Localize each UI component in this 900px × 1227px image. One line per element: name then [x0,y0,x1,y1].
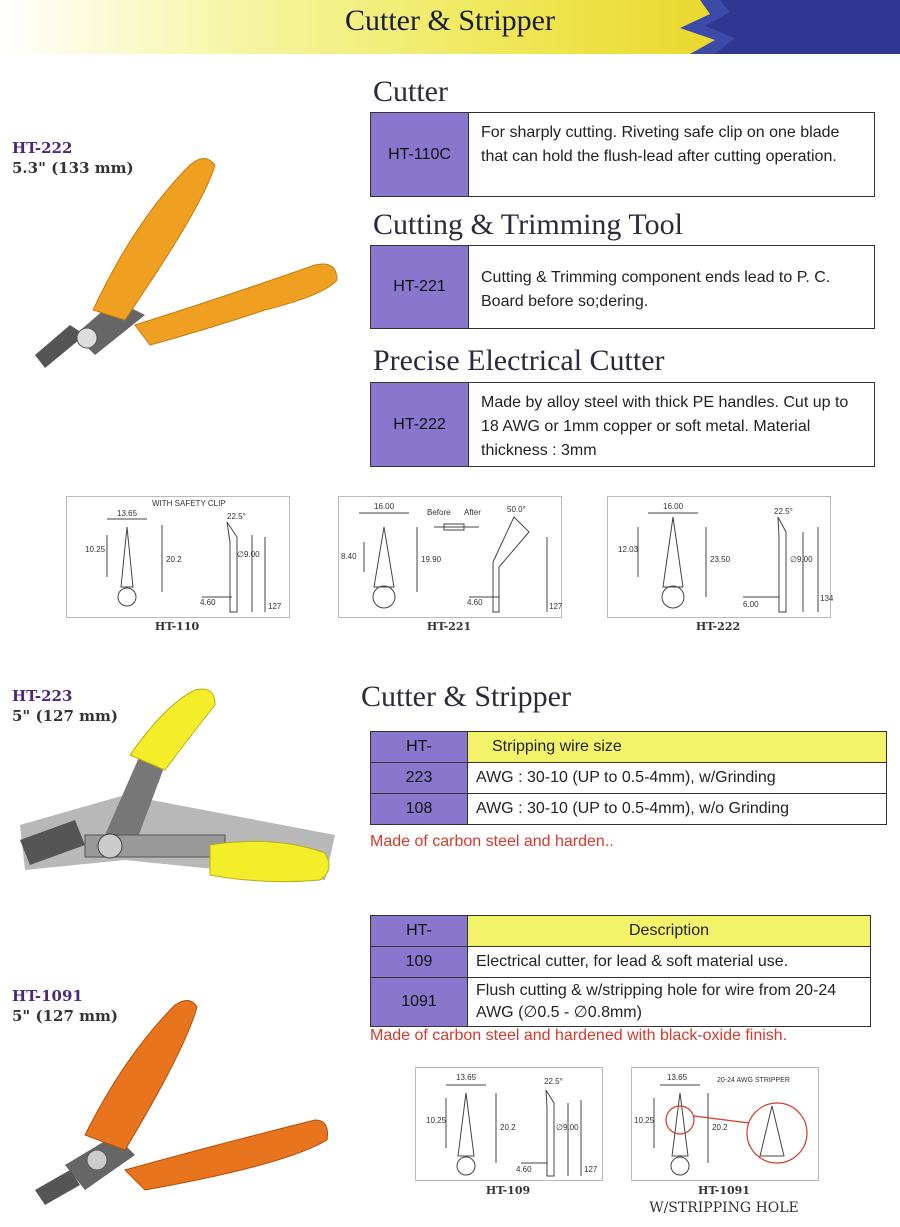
dim-label: 22.5° [227,512,246,521]
drawing-ht1091 [631,1067,819,1181]
table-cell: 1091 [371,978,468,1027]
before-label: Before [427,508,451,517]
table-cell: 109 [371,947,468,978]
table-header-cell: Stripping wire size [468,732,887,763]
product-description: Cutting & Trimming component ends lead to P. C. Board before so;dering. [481,269,831,310]
section-heading-cutter: Cutter [373,75,448,108]
drawing-caption: HT-109 [485,1184,531,1197]
dim-label: 134 [820,594,834,603]
dim-label: 20.2 [712,1123,728,1132]
table-header-cell: Description [468,916,871,947]
dim-label: 10.25 [634,1116,655,1125]
page-title: Cutter & Stripper [345,4,555,37]
dim-label: 13.65 [117,509,138,518]
stripper-label: 20-24 AWG STRIPPER [717,1077,790,1084]
table-cell: AWG : 30-10 (UP to 0.5-4mm), w/Grinding [468,763,887,794]
product-size: 5" (127 mm) [12,707,118,725]
cutter-image-ht1091 [25,995,335,1220]
table-row [371,763,887,794]
dim-label: 13.65 [456,1073,477,1082]
product-model: HT-1091 [12,987,83,1005]
product-code: HT-110C [371,113,469,196]
material-note: Made of carbon steel and hardened with black-oxide finish. [370,1027,788,1044]
product-row-ht222 [370,382,875,467]
product-description: Made by alloy steel with thick PE handles. Cut up to 18 AWG or 1mm copper or soft metal. Material thickness : 3mm [481,394,849,459]
dim-label: 10.25 [426,1116,447,1125]
drawing-caption: HT-110 [154,620,200,633]
description-table [370,915,871,1027]
after-label: After [464,508,481,517]
product-row-ht221 [370,245,875,329]
drawing-caption: HT-222 [695,620,741,633]
table-header-row [371,916,871,947]
section-heading-precise: Precise Electrical Cutter [373,344,665,377]
drawing-ht222 [607,496,834,618]
drawing-caption: HT-1091 [698,1184,750,1197]
cutter-image-ht222 [15,140,345,380]
dim-label: 127 [584,1165,598,1174]
drawing-caption: HT-221 [426,620,472,633]
dim-label: 4.60 [467,598,483,607]
dim-label: 16.00 [374,502,395,511]
dim-label: ∅9.00 [237,550,260,559]
dim-label: 19.90 [421,555,442,564]
dim-label: 10.25 [85,545,106,554]
dim-label: 20.2 [500,1123,516,1132]
dim-label: 4.60 [516,1165,532,1174]
dim-label: 23.50 [710,555,731,564]
section-heading-stripper: Cutter & Stripper [361,680,571,713]
dim-label: 4.60 [200,598,216,607]
table-cell: Electrical cutter, for lead & soft material use. [468,947,871,978]
safety-clip-label: WITH SAFETY CLIP [152,499,226,508]
product-model: HT-222 [12,139,73,157]
dim-label: 22.5° [774,507,793,516]
dim-label: 127 [268,602,282,611]
table-cell: AWG : 30-10 (UP to 0.5-4mm), w/o Grinding [468,794,887,825]
table-row [371,794,887,825]
dim-label: ∅9.00 [556,1123,579,1132]
table-row [371,947,871,978]
table-header-row [371,732,887,763]
table-cell: 108 [371,794,468,825]
dim-label: 20.2 [166,555,182,564]
product-row-ht110c [370,112,875,197]
table-row [371,978,871,1027]
drawing-caption-sub: W/STRIPPING HOLE [649,1200,799,1216]
table-cell: Flush cutting & w/stripping hole for wire from 20-24 AWG (∅0.5 - ∅0.8mm) [468,978,871,1027]
drawing-ht221 [338,496,562,618]
dim-label: 127 [549,602,563,611]
drawing-ht110 [66,496,290,618]
dim-label: 16.00 [663,502,684,511]
dim-label: 6.00 [743,600,759,609]
stripping-size-table [370,731,887,825]
product-description: For sharply cutting. Riveting safe clip on one blade that can hold the flush-lead after cutting operation. [481,124,840,165]
table-cell: 223 [371,763,468,794]
product-size: 5" (127 mm) [12,1007,118,1025]
drawing-ht109 [415,1067,603,1181]
dim-label: 50.0° [507,505,526,514]
dim-label: 13.65 [667,1073,688,1082]
stripper-image-ht223 [15,685,340,905]
section-heading-trimming: Cutting & Trimming Tool [373,208,683,241]
dim-label: 22.5° [544,1077,563,1086]
product-size: 5.3" (133 mm) [12,159,134,177]
product-model: HT-223 [12,687,73,705]
product-code: HT-221 [371,246,469,328]
product-code: HT-222 [371,383,469,466]
table-header-cell: HT- [371,732,468,763]
material-note: Made of carbon steel and harden.. [370,833,614,850]
dim-label: 8.40 [341,552,357,561]
dim-label: ∅9.00 [790,555,813,564]
dim-label: 12.03 [618,545,639,554]
table-header-cell: HT- [371,916,468,947]
